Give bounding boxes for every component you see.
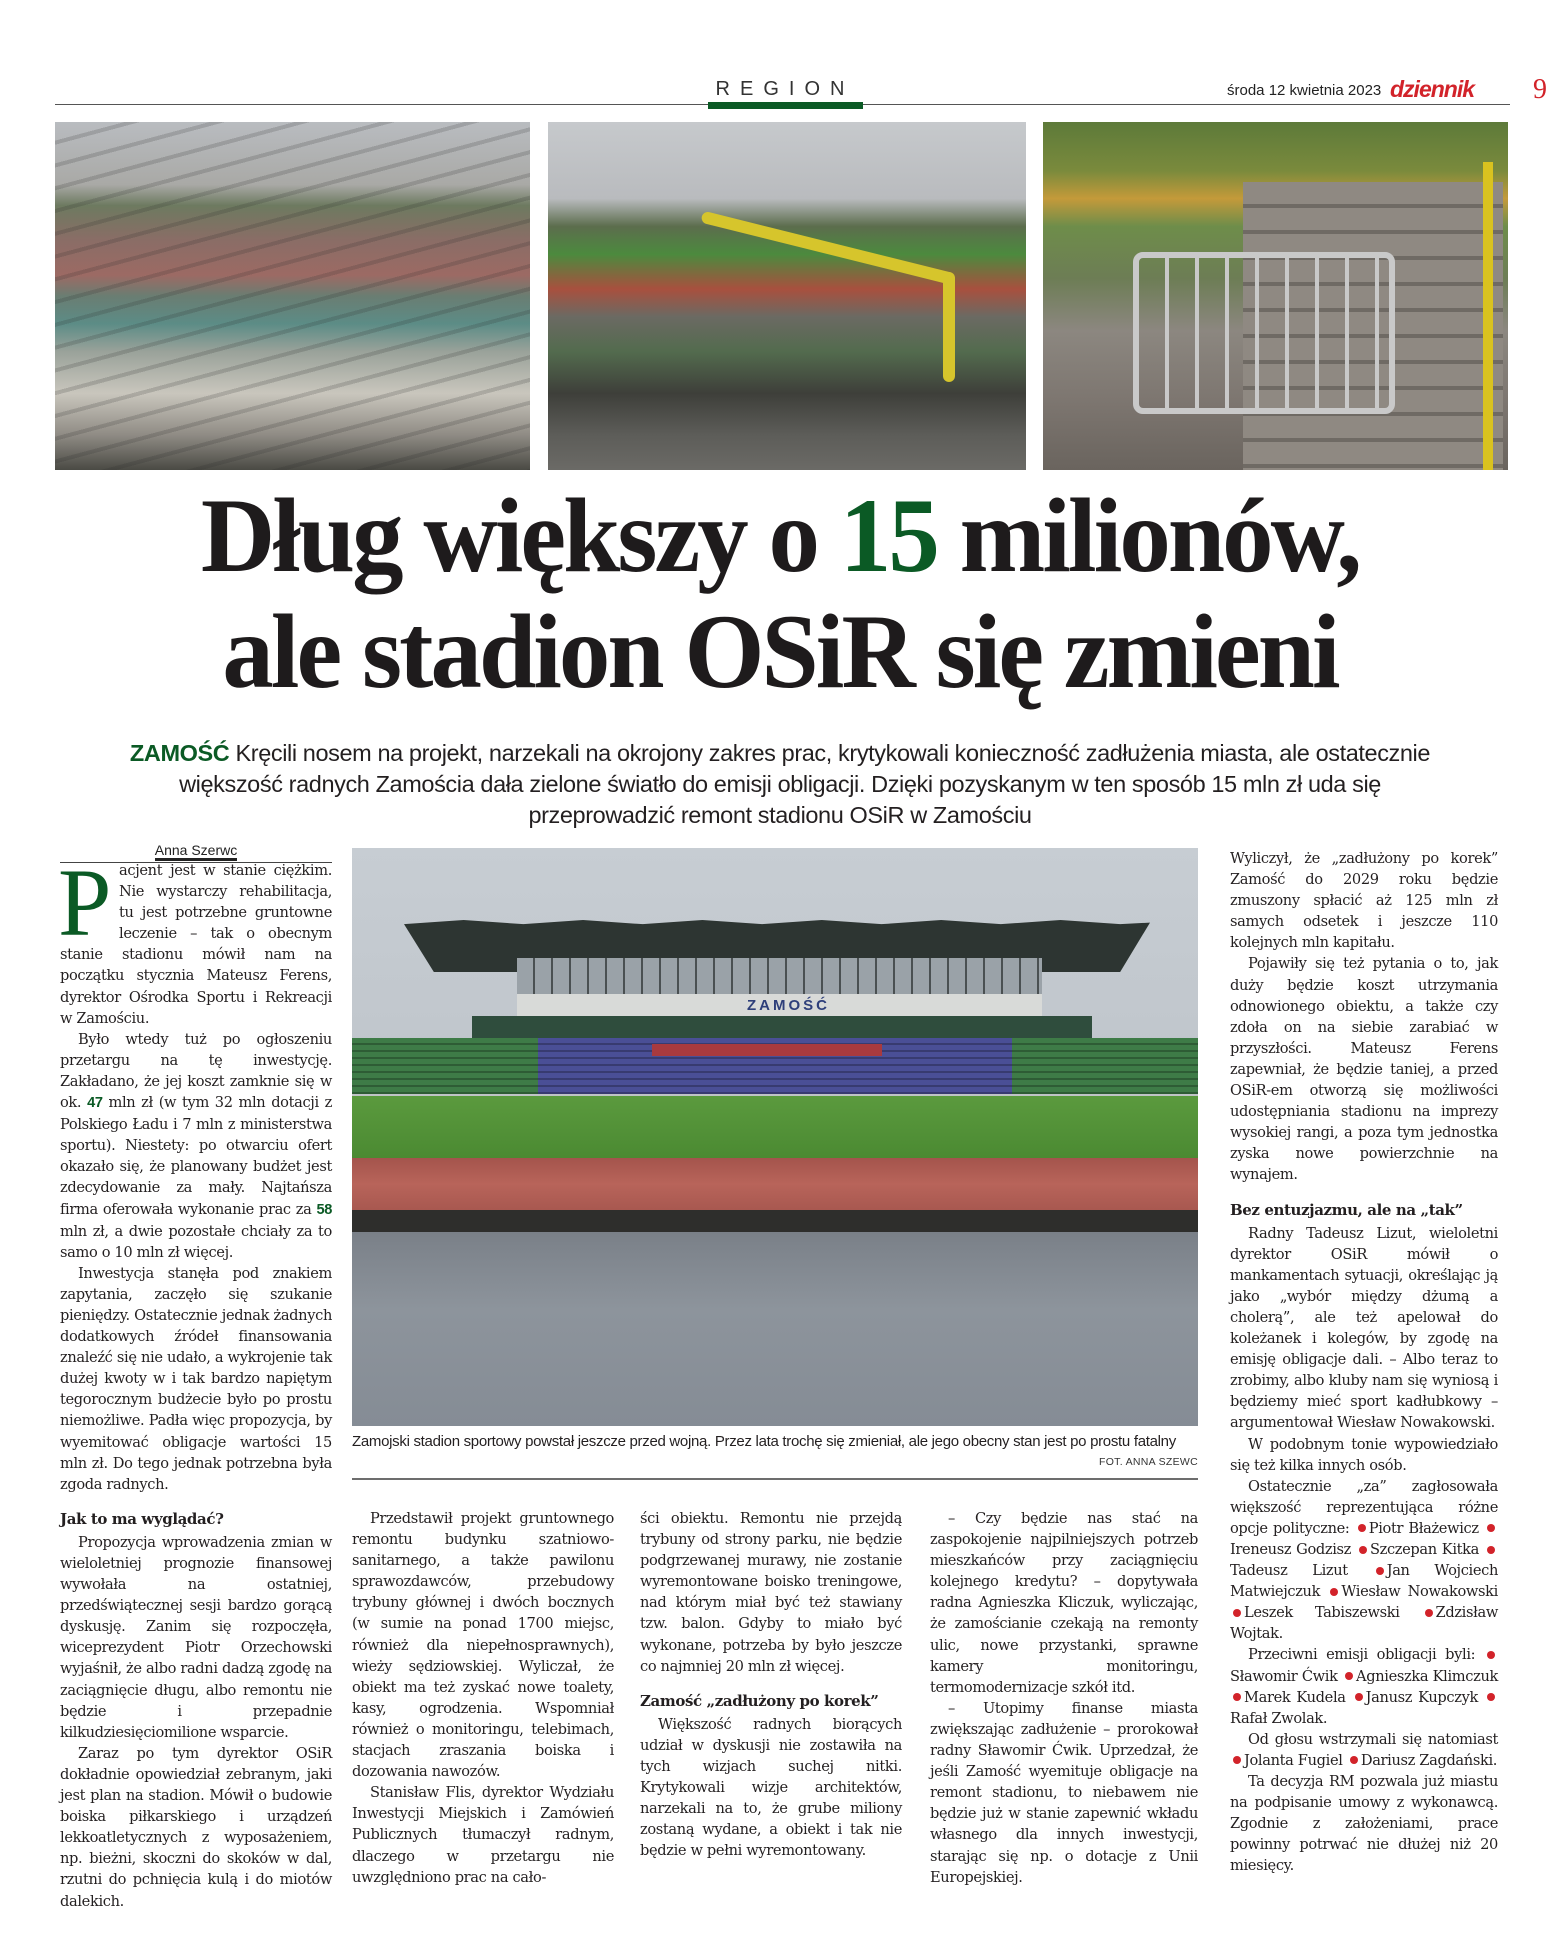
bullet-dot-icon [1359, 1546, 1367, 1554]
councillor-name: Rafał Zwolak. [1230, 1709, 1328, 1727]
paragraph: – Utopimy finanse miasta zwiększając zadłużenie – prorokował radny Sławomir Ćwik. Uprzedzał, że jeśli Zamość wyemituje obligacje na remont stadionu, to niebawem nie będzie już w stanie zapewnić wkładu własnego dla innych inwestycji, starając się np. o dotacje z Unii Europejskiej. [930, 1699, 1198, 1886]
councillor-name: Leszek Tabiszewski [1244, 1604, 1400, 1622]
bullet-dot-icon [1345, 1672, 1353, 1680]
bullet-dot-icon [1487, 1524, 1495, 1532]
bullet-dot-icon [1487, 1546, 1495, 1554]
paragraph: Radny Tadeusz Lizut, wieloletni dyrektor OSiR mówił o mankamentach sytuacji, określając ją jako „wybór między dżumą a cholerą”, ale też apelował do koleżanek i kolegów, by zgodę na emisję obligacje dali. – Albo teraz to zrobimy, albo kluby nam się wyniosą i będziemy mieć sport kadłubkowy – argumentował Wiesław Nowakowski. [1230, 1224, 1498, 1432]
councillor-name: Szczepan Kitka [1370, 1541, 1480, 1558]
photo-weathered-seats [55, 122, 530, 470]
paragraph-text: mln zł, a dwie pozostałe chciały za to samo o 10 mln zł więcej. [60, 1222, 332, 1261]
bullet-dot-icon [1233, 1693, 1241, 1701]
headline-accent-number: 15 [839, 477, 937, 594]
metal-barrier [1133, 252, 1395, 414]
abstained-paragraph [1230, 1729, 1498, 1771]
paragraph: Stanisław Flis, dyrektor Wydziału Inwestycji Miejskich i Zamówień Publicznych tłumaczył radnym, dlaczego w przetargu nie uwzględniono prac na cało- [352, 1784, 614, 1886]
paragraph: Wyliczył, że „zadłużony po korek” Zamość do 2029 roku będzie zmuszony spłacić aż 125 mln zł samych odsetek i jeszcze 110 kolejnych mln kapitału. [1230, 850, 1498, 952]
bullet-dot-icon [1425, 1609, 1433, 1617]
councillor-name: Dariusz Zagdański. [1360, 1751, 1498, 1769]
name-list-for [1230, 1520, 1498, 1642]
paragraph-text: Przeciwni emisji obligacji byli: [1248, 1646, 1476, 1664]
paragraph: Zaraz po tym dyrektor OSiR dokładnie opowiedział zebranym, jaki jest plan na stadion. Mówił o budowie boiska piłkarskiego i urządzeń lekkoatletycznych z wyposażeniem, np. bieżni, skoczni do skoków w dal, rzutni do pchnięcia kulą i do miotów dalekich. [60, 1744, 332, 1910]
bullet-dot-icon [1487, 1651, 1495, 1659]
councillor-name: Janusz Kupczyk [1365, 1688, 1478, 1706]
drop-cap: P [58, 849, 112, 956]
article-column-5 [1230, 848, 1498, 1877]
paragraph: Pojawiły się też pytania o to, jak duży będzie koszt utrzymania odnowionego obiektu, a także czy zdoła on na siebie zarabiać w przyszłości. Mateusz Ferens zapewniał, że będzie taniej, a przed OSiR-em otworzą się możliwości udostępniania stadionu na imprezy wysokiej rangi, a poza tym jednostka zyska nowe powierzchnie na wynajem. [1230, 955, 1498, 1184]
wet-asphalt [352, 1232, 1198, 1426]
bullet-dot-icon [1376, 1567, 1384, 1575]
photo-stairs-barrier [1043, 122, 1508, 470]
votes-for-paragraph [1230, 1476, 1498, 1645]
councillor-name: Marek Kudela [1244, 1688, 1346, 1706]
councillor-name: Ireneusz Godzisz [1230, 1541, 1352, 1558]
subheading: Jak to ma wyglądać? [60, 1509, 224, 1528]
paragraph-text: Ostatecznie „za” zagłosowała większość reprezentująca różne opcje polityczne: [1230, 1477, 1498, 1537]
dateline-location: ZAMOŚĆ [129, 740, 230, 766]
yellow-railing-post [943, 272, 955, 382]
councillor-name: Jolanta Fugiel [1244, 1751, 1343, 1769]
subheading: Zamość „zadłużony po korek” [640, 1691, 879, 1710]
page-number: 9 [1533, 74, 1547, 105]
councillor-name: Tadeusz Lizut [1230, 1562, 1348, 1580]
track-kerb [352, 1210, 1198, 1232]
author-name: Anna Szerwc [155, 842, 237, 861]
grandstand-windows [517, 958, 1042, 994]
lead-text: Kręcili nosem na projekt, narzekali na okrojony zakres prac, krytykowali konieczność zadłużenia miasta, ale ostatecznie większość radnych Zamościa dała zielone światło do emisji obligacji. Dzięki pozyskanym w ten sposób 15 mln zł uda się przeprowadzić remont stadionu OSiR w Zamościu [179, 740, 1431, 828]
newspaper-logo: dziennik [1390, 76, 1475, 102]
paragraph-text: acjent jest w stanie ciężkim. Nie wystarczy rehabilitacja, tu jest potrzebne gruntowne leczenie – tak o obecnym stanie stadionu mówił nam na początku stycznia Mateusz Ferens, dyrektor Ośrodka Sportu i Rekreacji w Zamościu. [60, 862, 332, 1027]
section-accent-bar [708, 102, 863, 109]
bullet-dot-icon [1358, 1524, 1366, 1532]
paragraph-text: Od głosu wstrzymali się natomiast [1248, 1730, 1498, 1748]
votes-against-paragraph [1230, 1644, 1498, 1728]
name-list-abstained [1230, 1752, 1497, 1769]
councillor-name: Zdzisław Wojtak. [1230, 1604, 1498, 1643]
councillor-name: Agnieszka Klimczuk [1356, 1667, 1498, 1685]
caption-text: Zamojski stadion sportowy powstał jeszcze przed wojną. Przez lata trochę się zmieniał, ale jego obecny stan jest po prostu fatalny [352, 1433, 1176, 1450]
headline-part2: milionów, [936, 477, 1360, 594]
headline [82, 478, 1479, 710]
paragraph: Większość radnych biorących udział w dyskusji nie zostawiła na tych wizjach suchej nitki. Krytykowali wizje architektów, narzekali na to, że grube miliony zostaną wydane, a obiekt i tak nie będzie w pełni wyremontowany. [640, 1715, 902, 1860]
councillor-name: Sławomir Ćwik [1230, 1667, 1338, 1685]
bullet-dot-icon [1233, 1756, 1241, 1764]
subheading: Bez entuzjazmu, ale na „tak” [1230, 1200, 1463, 1219]
caption-rule [352, 1478, 1198, 1480]
main-photo-stadium [352, 848, 1198, 1426]
bullet-dot-icon [1487, 1693, 1495, 1701]
pitch [352, 1096, 1198, 1158]
issue-date: środa 12 kwietnia 2023 [1227, 82, 1382, 99]
section-label: REGION [715, 78, 855, 100]
paragraph: – Czy będzie nas stać na zaspokojenie najpilniejszych potrzeb mieszkańców przy zaciągnięciu kolejnego kredytu? – dopytywała radna Agnieszka Kliczuk, wyliczając, że zamościanie czekają na remonty ulic, nowe przystanki, sprawne kamery monitoringu, termomodernizacje szkół itd. [930, 1510, 1198, 1696]
paragraph: ści obiektu. Remontu nie przejdą trybuny od strony parku, nie będzie podgrzewanej murawy, nie zostanie wyremontowane boisko treningowe, nad którym miał być też stawiany tzw. balon. Gdyby to miało być wykonane, potrzeba by było jeszcze co najmniej 20 mln zł więcej. [640, 1510, 902, 1675]
paragraph [60, 1029, 332, 1263]
lead-paragraph [105, 738, 1455, 831]
paragraph: Propozycja wprowadzenia zmian w wieloletniej prognozie finansowej wywołała na ostatniej, przedświątecznej sesji bardzo gorącą dyskusję. Zanim się rozpoczęła, wiceprezydent Piotr Orzechowski wyjaśnił, że albo radni dadzą zgodę na zaciągnięcie długu, albo remontu nie będzie i przepadnie kilkudziesięciomilione wsparcie. [60, 1533, 332, 1741]
article-column-3 [640, 1508, 902, 1862]
bullet-dot-icon [1330, 1588, 1338, 1596]
red-seats [652, 1044, 882, 1056]
paragraph: Ta decyzja RM pozwala już miastu na podpisanie umowy z wykonawcą. Zgodnie z założeniami, prace powinny potrwać nie dłużej niż 20 miesięcy. [1230, 1773, 1498, 1875]
stadium-sign: ZAMOŚĆ [747, 997, 830, 1014]
paragraph: Inwestycja stanęła pod znakiem zapytania, zaczęło się szukanie pieniędzy. Ostatecznie jednak żadnych dodatkowych źródeł finansowania znaleźć się nie udało, a wykrojenie tak dużej kwoty w i tak bardzo napiętym tegorocznym budżecie było po prostu niemożliwe. Padła więc propozycja, by wyemitować obligacje wartości 15 mln zł. Do tego jednak potrzebna była zgoda radnych. [60, 1264, 332, 1493]
article-column-4 [930, 1508, 1198, 1888]
photo-broken-seats [548, 122, 1026, 470]
bullet-dot-icon [1350, 1756, 1358, 1764]
paragraph-text: Było wtedy tuż po ogłoszeniu przetargu na tę inwestycję. Zakładano, że jej koszt zamknie się w ok. [60, 1030, 332, 1112]
councillor-name: Wiesław Nowakowski [1341, 1583, 1498, 1601]
running-track [352, 1158, 1198, 1210]
yellow-pole [1483, 162, 1493, 470]
paragraph: W podobnym tonie wypowiedziało się też kilka innych osób. [1230, 1435, 1498, 1474]
paragraph-text: mln zł (w tym 32 mln dotacji z Polskiego Ładu i 7 mln z ministerstwa sportu). Niestety: po otwarciu ofert okazało się, że planowany budżet jest zdecydowanie za mały. Najtańsza firma oferowała wykonanie prac za [60, 1094, 332, 1218]
councillor-name: Jan Wojciech Matwiejczuk [1230, 1562, 1499, 1601]
photo-credit: FOT. ANNA SZEWC [1098, 1456, 1198, 1468]
page-header [55, 74, 1547, 114]
highlight-number: 58 [316, 1201, 332, 1218]
article-column-2 [352, 1508, 614, 1888]
photo-caption [352, 1432, 1198, 1468]
councillor-name: Piotr Błażewicz [1368, 1519, 1479, 1537]
yellow-railing [700, 211, 955, 286]
headline-line2: ale stadion OSiR się zmieni [222, 593, 1338, 710]
bullet-dot-icon [1233, 1609, 1241, 1617]
paragraph: Przedstawił projekt gruntownego remontu budynku szatniowo-sanitarnego, a także pawilonu sprawozdawców, przebudowy trybuny głównej i dwóch bocznych (w sumie na ponad 1700 miejsc, również dla niepełnosprawnych), wieży sędziowskiej. Wyliczał, że obiekt ma też zyskać nowe toalety, kasy, ogrodzenia. Wspomniał również o monitoringu, telebimach, stacjach zraszania boiska i dozowania nawozów. [352, 1510, 614, 1781]
headline-part1: Dług większy o [200, 477, 840, 594]
bullet-dot-icon [1355, 1693, 1363, 1701]
highlight-number: 47 [87, 1095, 103, 1112]
